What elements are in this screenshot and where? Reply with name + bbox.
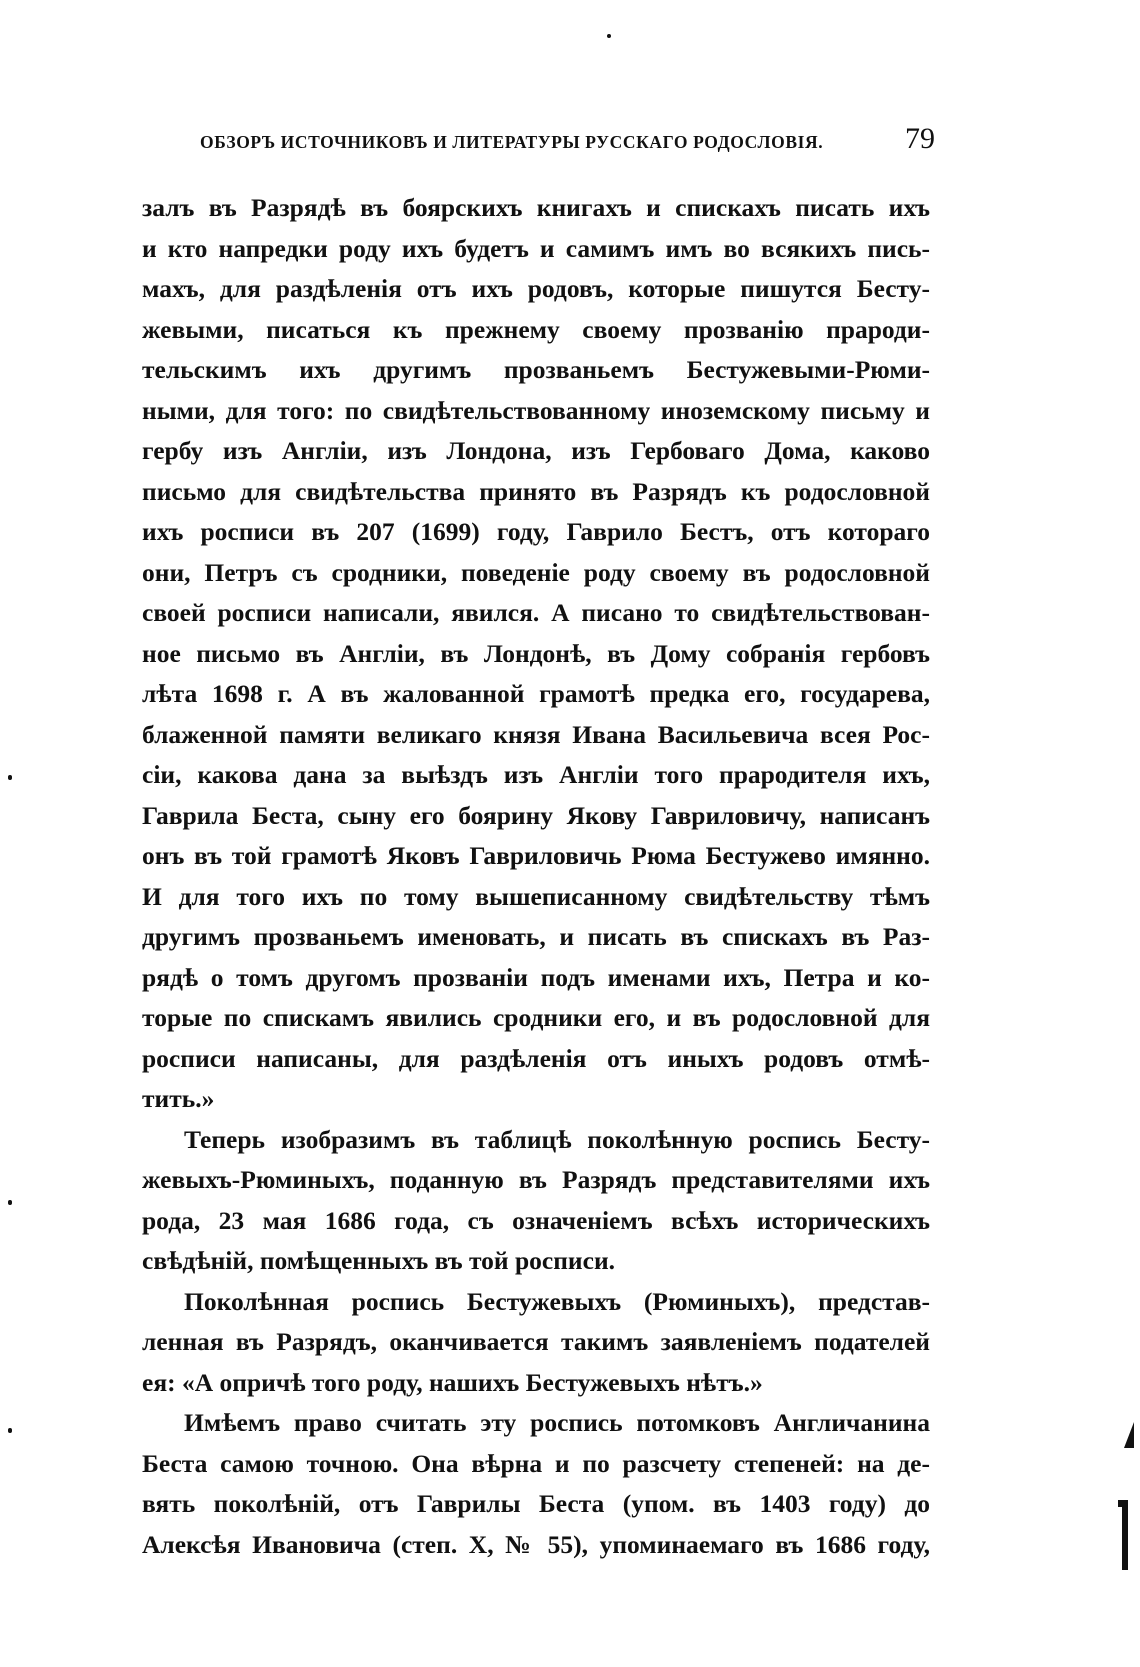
text-line: махъ, для раздѣленія отъ ихъ родовъ, которые пишутся Бесту- xyxy=(142,274,930,303)
text-line: тить.» xyxy=(142,1084,215,1113)
text-line: они, Петръ съ сродники, поведеніе роду своему въ родословной xyxy=(142,557,930,587)
text-line: лѣта 1698 г. А въ жалованной грамотѣ предка его, государева, xyxy=(142,679,930,708)
text-line: свѣдѣній, помѣщенныхъ въ той росписи. xyxy=(142,1246,616,1275)
text-line: сіи, какова дана за выѣздъ изъ Англіи того прародителя ихъ, xyxy=(142,760,930,789)
text-line: гербу изъ Англіи, изъ Лондона, изъ Гербоваго Дома, каково xyxy=(142,436,930,465)
text-line: ное письмо въ Англіи, въ Лондонѣ, въ Дому собранія гербовъ xyxy=(142,638,930,668)
text-line: жевыхъ-Рюминыхъ, поданную въ Разрядъ представителями ихъ xyxy=(142,1165,930,1194)
scan-edge-mark xyxy=(1124,1422,1134,1448)
text-line: Имѣемъ право считать эту роспись потомковъ Англичанина xyxy=(184,1408,930,1437)
text-line: Гаврила Беста, сыну его боярину Якову Гавриловичу, написанъ xyxy=(142,800,930,830)
text-line: ихъ росписи въ 207 (1699) году, Гаврило Бестъ, отъ котораго xyxy=(142,517,930,546)
paragraph-table-intro xyxy=(142,1120,930,1282)
text-line: Алексѣя Ивановича (степ. X, № 55), упоминаемаго въ 1686 году, xyxy=(142,1529,930,1559)
text-line: Беста самою точною. Она вѣрна и по разсчету степеней: на де- xyxy=(142,1448,930,1478)
text-line: рядѣ о томъ другомъ прозваніи подъ именами ихъ, Петра и ко- xyxy=(142,962,930,992)
text-line: ленная въ Разрядъ, оканчивается такимъ заявленіемъ подателей xyxy=(142,1327,930,1356)
text-line: жевыми, писаться къ прежнему своему прозванію прароди- xyxy=(142,314,930,344)
text-line: Поколѣнная роспись Бестужевыхъ (Рюминыхъ), представ- xyxy=(184,1286,930,1316)
text-line: письмо для свидѣтельства принято въ Разрядъ къ родословной xyxy=(142,476,930,506)
text-line: блаженной памяти великаго князя Ивана Васильевича всея Рос- xyxy=(142,719,930,749)
text-line: рода, 23 мая 1686 года, съ означеніемъ всѣхъ историческихъ xyxy=(142,1205,930,1235)
scan-speck xyxy=(8,1200,12,1205)
text-line: другимъ прозваньемъ именовать, и писать въ спискахъ въ Раз- xyxy=(142,922,930,951)
paragraph-quote-continuation xyxy=(142,188,930,1120)
text-line: залъ въ Разрядѣ въ боярскихъ книгахъ и спискахъ писать ихъ xyxy=(142,193,930,222)
scan-speck xyxy=(8,1428,12,1433)
text-line: ея: «А опричѣ того роду, нашихъ Бестужевыхъ нѣтъ.» xyxy=(142,1367,763,1397)
text-line: тельскимъ ихъ другимъ прозваньемъ Бестужевыми-Рюми- xyxy=(142,355,930,384)
text-line: росписи написаны, для раздѣленія отъ иныхъ родовъ отмѣ- xyxy=(142,1043,930,1073)
page-header xyxy=(200,122,935,162)
text-line: своей росписи написали, явился. А писано то свидѣтельствован- xyxy=(142,598,930,627)
main-text xyxy=(142,188,930,1565)
text-line: вять поколѣній, отъ Гаврилы Беста (упом. въ 1403 году) до xyxy=(142,1489,930,1518)
text-line: онъ въ той грамотѣ Яковъ Гавриловичь Рюма Бестужево имянно. xyxy=(142,841,930,870)
scan-edge-mark xyxy=(1118,1500,1128,1570)
text-line: торые по спискамъ явились сродники его, и въ родословной для xyxy=(142,1003,930,1032)
running-title: ОБЗОРЪ ИСТОЧНИКОВЪ И ЛИТЕРАТУРЫ РУССКАГО РОДОСЛОВІЯ. xyxy=(200,132,824,152)
scan-speck xyxy=(607,34,611,38)
page-number: 79 xyxy=(905,122,935,155)
text-line: Теперь изобразимъ въ таблицѣ поколѣнную роспись Бесту- xyxy=(184,1124,930,1154)
text-line: И для того ихъ по тому вышеписанному свидѣтельству тѣмъ xyxy=(142,881,930,911)
text-line: и кто напредки роду ихъ будетъ и самимъ имъ во всякихъ пись- xyxy=(142,233,930,263)
text-line: ными, для того: по свидѣтельствованному иноземскому письму и xyxy=(142,395,930,425)
paragraph-rospis-statement xyxy=(142,1282,930,1404)
scan-speck xyxy=(8,775,12,780)
paragraph-accuracy xyxy=(142,1403,930,1565)
